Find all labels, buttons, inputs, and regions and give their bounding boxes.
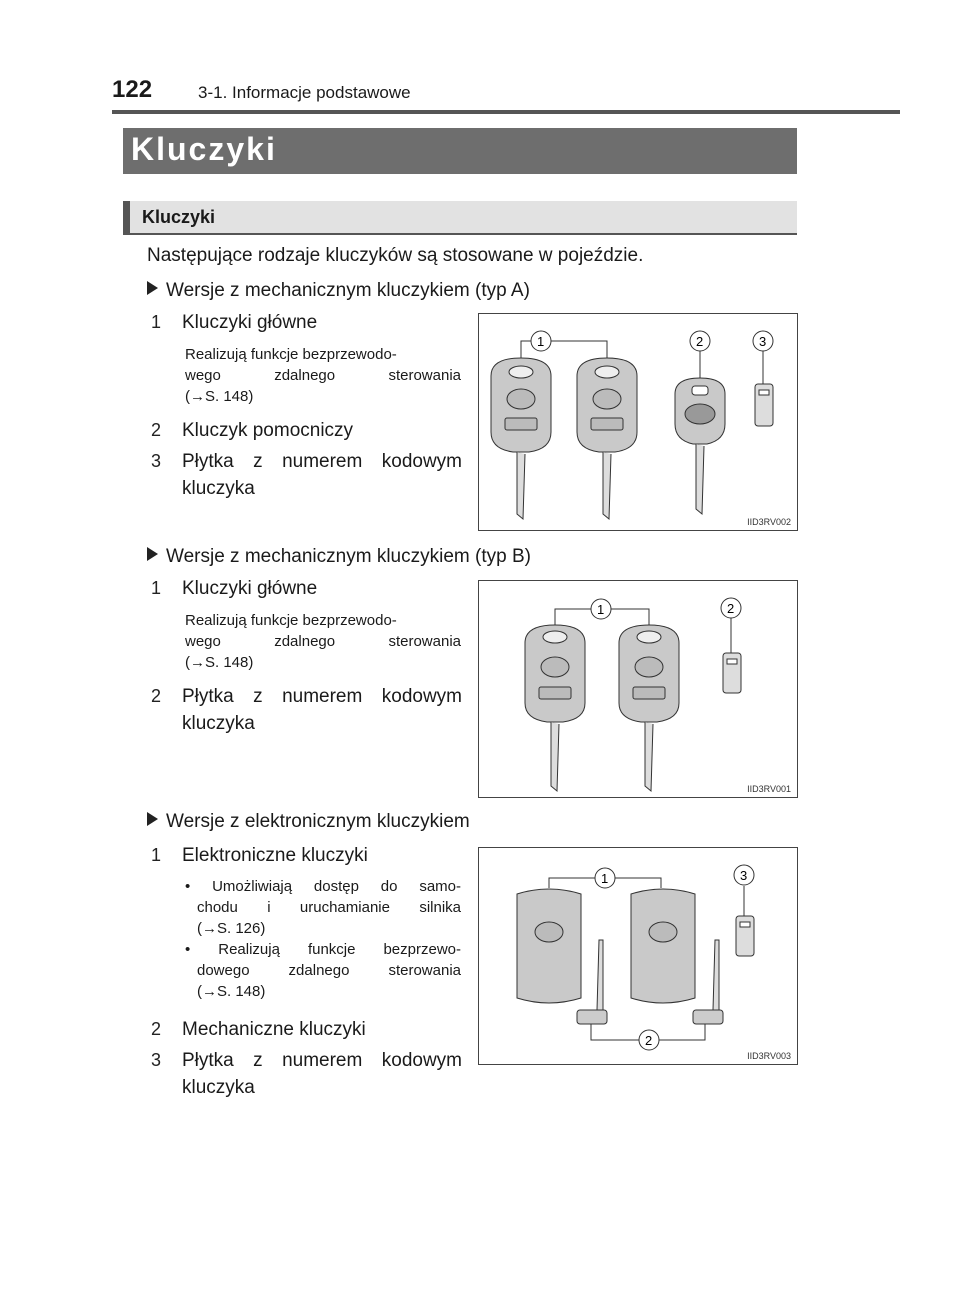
subtitle-bar	[123, 201, 797, 235]
desc-line: • Realizują funkcje bezprzewo-	[185, 941, 461, 958]
keys-illustration	[479, 848, 797, 1064]
intro-text: Następujące rodzaje kluczyków są stosowane w pojeździe.	[147, 245, 644, 266]
item-label: Kluczyki główne	[182, 312, 318, 333]
smart-key-icon	[631, 889, 695, 1003]
desc-line: (→S. 148)	[185, 388, 254, 405]
variant-a-label: Wersje z mechanicznym kluczykiem (typ A)	[166, 280, 530, 301]
header-rule	[112, 110, 900, 114]
main-key-icon	[525, 625, 585, 791]
item-label-line: kluczyka	[182, 478, 255, 499]
main-key-icon	[619, 625, 679, 791]
item-label-line: kluczyka	[182, 713, 255, 734]
figure-code: IID3RV002	[747, 517, 791, 527]
item-description	[185, 344, 461, 407]
item-number: 1	[151, 845, 162, 865]
page-number: 122	[112, 76, 153, 103]
item-description	[185, 876, 461, 1002]
figure-code: IID3RV003	[747, 1051, 791, 1061]
desc-line: chodu i uruchamianie silnika	[197, 899, 461, 916]
main-key-icon	[491, 358, 551, 519]
triangle-bullet-icon	[147, 281, 158, 295]
section-name: 3-1. Informacje podstawowe	[198, 83, 411, 102]
callout-2: 2	[696, 334, 704, 349]
item-label	[182, 683, 462, 737]
desc-line: Realizują funkcje bezprzewodo-	[185, 346, 397, 363]
main-key-icon	[577, 358, 637, 519]
desc-line: (→S. 148)	[185, 654, 254, 671]
subtitle-accent	[123, 201, 130, 235]
variant-heading-electronic	[147, 811, 470, 833]
triangle-bullet-icon	[147, 812, 158, 826]
callout-1: 1	[537, 334, 545, 349]
item-number: 2	[151, 420, 162, 440]
item-label: Kluczyk pomocniczy	[182, 420, 354, 441]
item-label: Mechaniczne kluczyki	[182, 1019, 366, 1040]
item-number: 2	[151, 1019, 162, 1039]
item-label-line: Płytka z numerem kodowym	[182, 686, 462, 707]
item-label: Kluczyki główne	[182, 578, 318, 599]
variant-heading-a	[147, 280, 530, 302]
figure-keys-type-b	[478, 580, 798, 798]
figure-keys-electronic	[478, 847, 798, 1065]
item-label	[182, 448, 462, 502]
item-number: 1	[151, 312, 162, 332]
callout-1: 1	[597, 602, 605, 617]
callout-1: 1	[601, 871, 609, 886]
item-description	[185, 610, 461, 673]
subtitle: Kluczyki	[142, 207, 216, 227]
code-plate-icon	[736, 916, 754, 956]
desc-line: wego zdalnego sterowania	[185, 633, 461, 650]
desc-line: (→S. 126)	[197, 920, 266, 937]
item-label-line: Płytka z numerem kodowym	[182, 451, 462, 472]
desc-line: wego zdalnego sterowania	[185, 367, 461, 384]
smart-key-icon	[517, 889, 581, 1003]
desc-line: (→S. 148)	[197, 983, 266, 1000]
item-number: 2	[151, 686, 162, 706]
item-number: 1	[151, 578, 162, 598]
desc-line: • Umożliwiają dostęp do samo-	[185, 878, 461, 895]
callout-2: 2	[645, 1033, 653, 1048]
variant-b-label: Wersje z mechanicznym kluczykiem (typ B)	[166, 546, 531, 567]
mechanical-key-icon	[693, 940, 723, 1024]
code-plate-icon	[755, 384, 773, 426]
item-label-line: Płytka z numerem kodowym	[182, 1050, 462, 1071]
callout-2: 2	[727, 601, 735, 616]
desc-line: Realizują funkcje bezprzewodo-	[185, 612, 397, 629]
item-label: Elektroniczne kluczyki	[182, 845, 368, 866]
triangle-bullet-icon	[147, 547, 158, 561]
variant-electronic-label: Wersje z elektronicznym kluczykiem	[166, 811, 470, 832]
variant-heading-b	[147, 546, 531, 568]
callout-3: 3	[759, 334, 767, 349]
item-label-line: kluczyka	[182, 1077, 255, 1098]
item-label	[182, 1047, 462, 1101]
item-number: 3	[151, 1050, 162, 1070]
sub-key-icon	[675, 378, 725, 514]
keys-illustration	[479, 314, 797, 530]
figure-keys-type-a	[478, 313, 798, 531]
item-number: 3	[151, 451, 162, 471]
callout-3: 3	[740, 868, 748, 883]
keys-illustration	[479, 581, 797, 797]
page-title: Kluczyki	[131, 131, 277, 167]
code-plate-icon	[723, 653, 741, 693]
desc-line: dowego zdalnego sterowania	[197, 962, 461, 979]
figure-code: IID3RV001	[747, 784, 791, 794]
